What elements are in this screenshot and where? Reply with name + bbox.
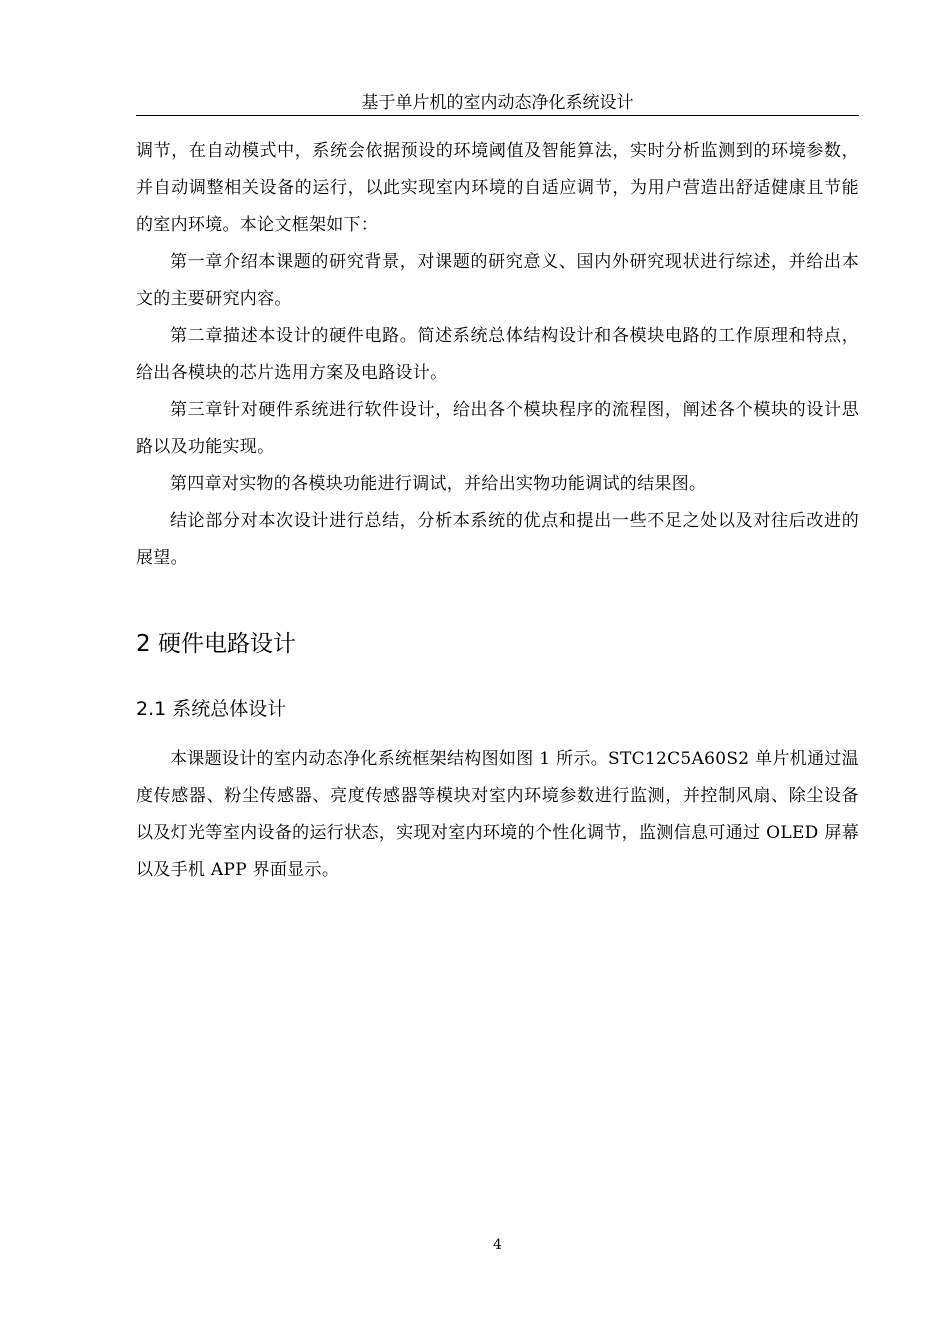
section-heading: 2.1 系统总体设计 bbox=[136, 698, 287, 720]
header-rule bbox=[136, 115, 859, 116]
page-number: 4 bbox=[493, 1237, 502, 1253]
body-paragraph-continuation: 调节，在自动模式中，系统会依据预设的环境阈值及智能算法，实时分析监测到的环境参数，并自动调整相关设备的运行，以此实现室内环境的自适应调节，为用户营造出舒适健康且节能的室内环境。本论文框架如下： bbox=[136, 141, 859, 235]
chapter-heading: 2 硬件电路设计 bbox=[136, 631, 296, 657]
body-paragraph-conclusion: 结论部分对本次设计进行总结，分析本系统的优点和提出一些不足之处以及对往后改进的展望。 bbox=[136, 511, 859, 568]
section-paragraph: 本课题设计的室内动态净化系统框架结构图如图 1 所示。STC12C5A60S2 单片机通过温度传感器、粉尘传感器、亮度传感器等模块对室内环境参数进行监测，并控制风扇、除尘设备以及灯光等室内设备的运行状态，实现对室内环境的个性化调节，监测信息可通过 OLED 屏幕以及手机 APP 界面显示。 bbox=[136, 749, 859, 880]
body-paragraph-chapter-1: 第一章介绍本课题的研究背景，对课题的研究意义、国内外研究现状进行综述，并给出本文的主要研究内容。 bbox=[136, 252, 859, 309]
body-paragraph-chapter-3: 第三章针对硬件系统进行软件设计，给出各个模块程序的流程图，阐述各个模块的设计思路以及功能实现。 bbox=[136, 400, 859, 457]
page-body bbox=[136, 133, 859, 889]
body-paragraph-chapter-2: 第二章描述本设计的硬件电路。简述系统总体结构设计和各模块电路的工作原理和特点，给出各模块的芯片选用方案及电路设计。 bbox=[136, 326, 859, 383]
body-paragraph-chapter-4: 第四章对实物的各模块功能进行调试，并给出实物功能调试的结果图。 bbox=[170, 474, 707, 494]
running-header: 基于单片机的室内动态净化系统设计 bbox=[361, 93, 634, 113]
